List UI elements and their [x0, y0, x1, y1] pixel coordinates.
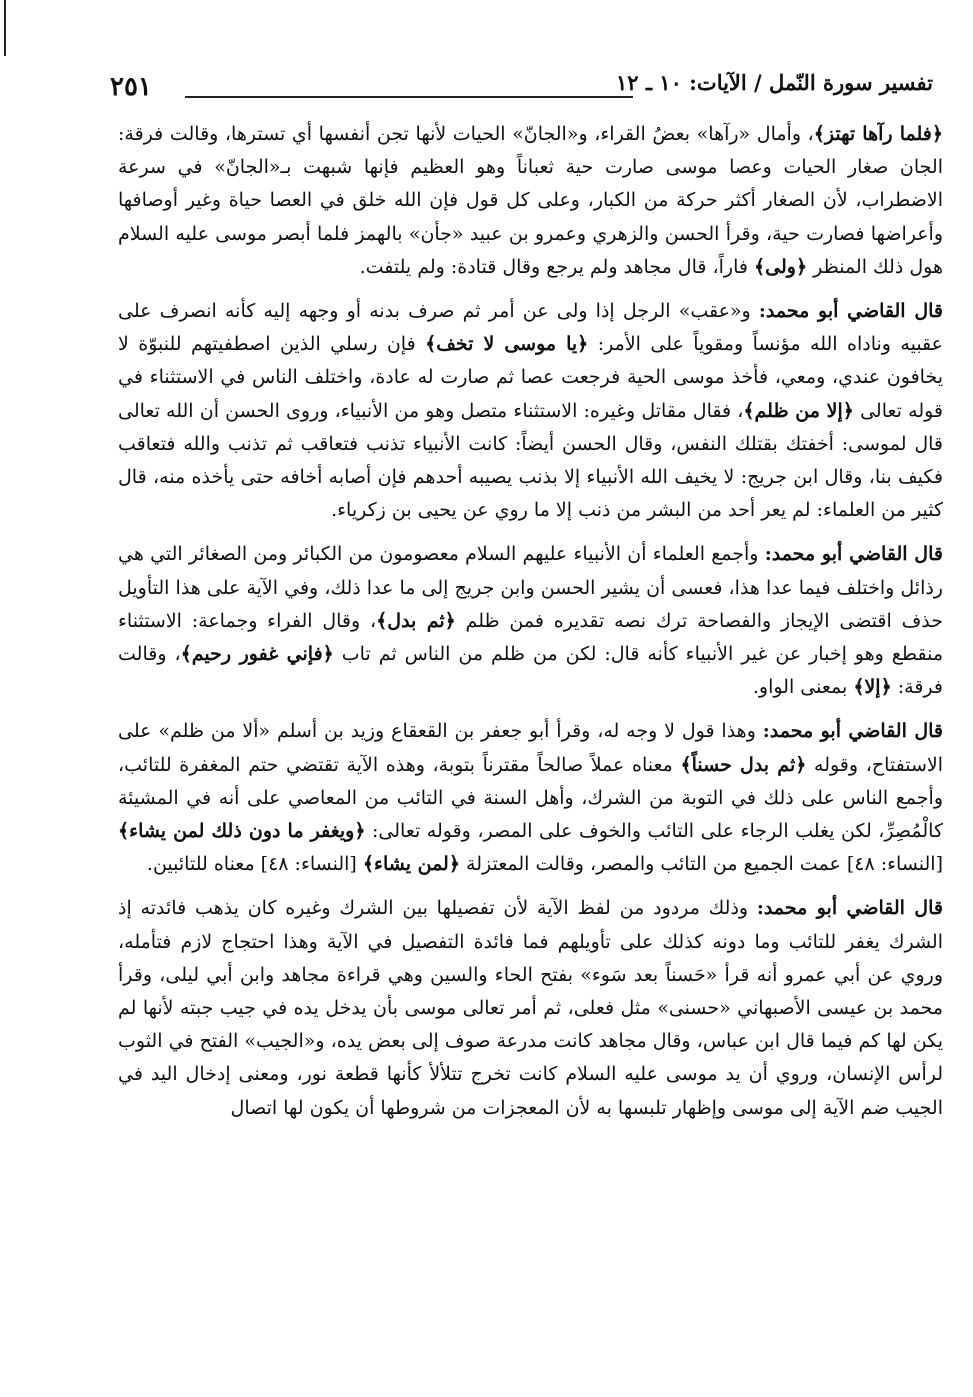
paragraph	[118, 538, 943, 704]
page-body	[118, 118, 943, 1377]
body-text: معناه عملاً صالحاً مقترناً بتوبة، وهذه الآية تقتضي حتم المغفرة للتائب، وأجمع الناس على ذلك في التوبة من الشرك، وأهل السنة في التائب من المعاصي على أنه في المشيئة كالْمُصِرِّ، لكن يغلب الرجاء على التائب والخوف على المصر، وقوله تعالى:	[118, 753, 943, 843]
quran-quote: ﴿فلما رآها تهتز﴾	[813, 123, 943, 145]
body-text: وهذا قول لا وجه له، وقرأ أبو جعفر بن القعقاع وزيد بن أسلم «ألا من ظلم» على الاستفتاح، وقوله	[118, 720, 943, 776]
margin-rule	[4, 0, 6, 56]
quran-quote: ﴿فإني غفور رحيم﴾	[180, 643, 334, 666]
header-rule	[185, 96, 633, 98]
quran-quote: ﴿إلا﴾	[853, 676, 892, 699]
quran-quote: ﴿ويغفر ما دون ذلك لمن يشاء﴾	[118, 820, 366, 843]
commentator-label: قال القاضي أبو محمد:	[758, 300, 943, 323]
body-text: ، وقال الفراء وجماعة: الاستثناء منقطع وهو إخبار عن غير الأنبياء كأنه قال: لكن من ظلم من الناس ثم تاب	[118, 609, 944, 666]
body-text: [النساء: ٤٨] عمت الجميع من التائب والمصر، وقالت المعتزلة	[459, 853, 943, 876]
body-text: [النساء: ٤٨] معناه للتائبين.	[146, 853, 363, 876]
quran-quote: ﴿إلا من ظلم﴾	[743, 399, 854, 422]
quran-quote: ﴿يا موسى لا تخف﴾	[425, 333, 589, 356]
page-header	[110, 70, 933, 110]
quran-quote: ﴿ثم بدل﴾	[376, 609, 456, 632]
paragraph	[118, 295, 943, 527]
quran-quote: ﴿لمن يشاء﴾	[362, 853, 460, 876]
body-text: و«عقب» الرجل إذا ولى عن أمر ثم صرف بدنه أو وجهه إليه كأنه انصرف على عقبيه وناداه الله مؤنساً ومقوياً على الأمر:	[118, 300, 943, 356]
body-text: ، فقال مقاتل وغيره: الاستثناء متصل وهو من الأنبياء، وروى الحسن أن الله تعالى قال لموسى: أخفتك بقتلك النفس، وقال الحسن أيضاً: كانت الأنبياء تذنب فتعاقب ثم تذنب والله فتعاقب فكيف بنا، وقال ابن جريج: لا يخيف الله الأنبياء إلا بذنب يصيبه أحدهم فإن أصابه أخافه حتى يأخذه منه، قال كثير من العلماء: لم يعر أحد من البشر من ذنب إلا ما روي عن يحيى بن زكرياء.	[118, 399, 943, 522]
body-text: فاراً، قال مجاهد ولم يرجع وقال قتادة: ولم يلتفت.	[359, 255, 755, 278]
commentator-label: قال القاضي أبو محمد:	[756, 897, 943, 920]
paragraph	[118, 892, 943, 1124]
quran-quote: ﴿ولى﴾	[754, 255, 808, 278]
quran-quote: ﴿ثم بدل حسناً﴾	[680, 753, 807, 776]
commentator-label: قال القاضي أبو محمد:	[764, 543, 943, 566]
body-text: ، وأمال «رآها» بعضُ القراء، و«الجانّ» الحيات لأنها تجن أنفسها أي تسترها، وقالت فرقة: الجان صغار الحيات وعصا موسى صارت حية ثعباناً وهو العظيم فإنها شبهت بـ«الجانّ» في سرعة الاضطراب، لأن الصغار أكثر حركة من الكبار، وعلى كل قول فإن الله خلق في العصا حياة وغير أوصافها وأعراضها فصارت حية، وقرأ الحسن والزهري وعمرو بن عبيد «جأن» بالهمز فلما أبصر موسى عليه السلام هول ذلك المنظر	[118, 123, 943, 278]
body-text: فإن رسلي الذين اصطفيتهم للنبوّة لا يخافون عندي، ومعي، فأخذ موسى الحية فرجعت عصا ثم صارت له عادة، واختلف الناس في الاستثناء في قوله تعالى	[118, 333, 944, 422]
paragraph	[118, 715, 943, 881]
running-title: تفسير سورة النّمل / الآيات: ١٠ ـ ١٢	[615, 70, 933, 95]
body-text: وذلك مردود من لفظ الآية لأن تفصيلها بين الشرك وغيره كان يذهب فائدته إذ الشرك يغفر للتائب وما دونه كذلك على تأويلهم فما فائدة التفصيل في الآية وهذا احتجاج لازم فتأمله، وروي عن أبي عمرو أنه قرأ «حَسناً بعد سَوء» بفتح الحاء والسين وهي قراءة مجاهد وابن أبي ليلى، وقرأ محمد بن عيسى الأصبهاني «حسنى» مثل فعلى، ثم أمر تعالى موسى بأن يدخل يده في جيب جبته لأنها لم يكن لها كم فيما قال ابن عباس، وقال مجاهد كانت مدرعة صوف إلى بعض يده، و«الجيب» الفتح في الثوب لرأس الإنسان، وروي أن يد موسى عليه السلام كانت تخرج تتلألأ كأنها قطعة نور، ومعنى إدخال اليد في الجيب ضم الآية إلى موسى وإظهار تلبسها به لأن المعجزات من شروطها أن يكون لها اتصال	[118, 897, 943, 1119]
paragraph	[118, 118, 943, 284]
body-text: بمعنى الواو.	[752, 676, 854, 699]
page-number: ٢٥١	[110, 72, 152, 102]
body-text: وأجمع العلماء أن الأنبياء عليهم السلام معصومون من الكبائر ومن الصغائر التي هي رذائل واختلف فيما عدا هذا، فعسى أن يشير الحسن وابن جريج إلى ما عدا ذلك، وفي الآية على هذا التأويل حذف اقتضى الإيجاز والفصاحة ترك نصه تقديره فمن ظلم	[118, 543, 943, 632]
body-text: ، وقالت فرقة:	[118, 643, 943, 699]
commentator-label: قال القاضي أبو محمد:	[762, 720, 943, 743]
